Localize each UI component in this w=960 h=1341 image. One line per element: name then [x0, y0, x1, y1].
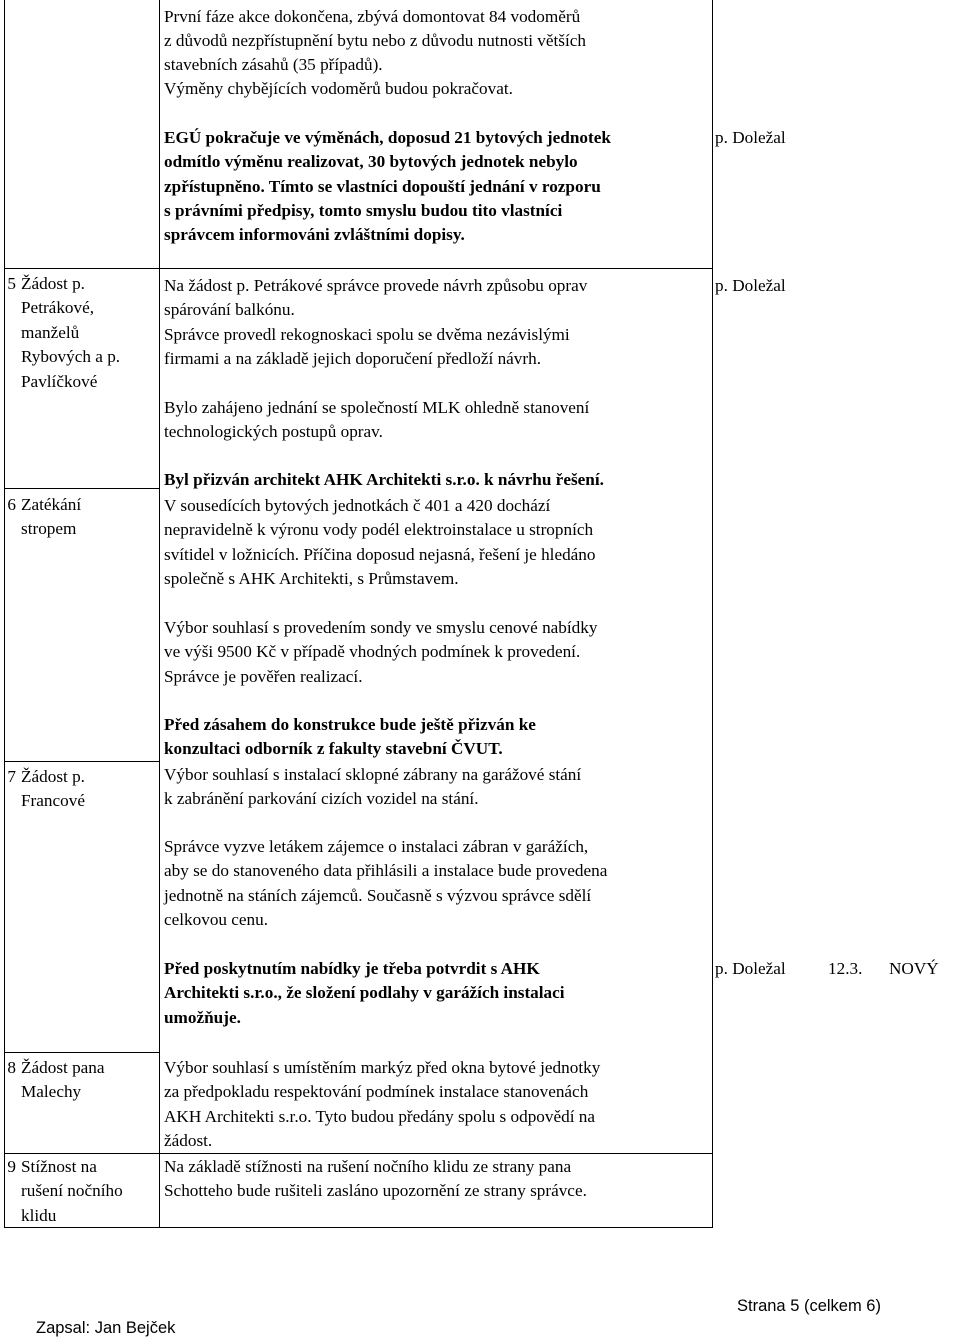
text-line: První fáze akce dokončena, zbývá domontovat 84 vodoměrů	[164, 7, 581, 26]
page-number: Strana 5 (celkem 6)	[737, 1297, 881, 1315]
text-line: stropem	[21, 519, 77, 539]
text-line: klidu	[21, 1205, 57, 1225]
text-line: Správce provedl rekognoskaci spolu se dvěma nezávislými	[164, 324, 570, 344]
text-line: EGÚ pokračuje ve výměnách, doposud 21 bytových jednotek	[164, 128, 611, 147]
row-divider-7	[4, 1052, 159, 1053]
text-line: Na žádost p. Petrákové správce provede návrh způsobu oprav	[164, 276, 588, 295]
row5-number: 5	[7, 274, 16, 293]
text-line: firmami a na základě jejich doporučení předloží návrh.	[164, 349, 542, 369]
row7-desc-bold	[164, 957, 712, 1030]
text-line: Výbor souhlasí s umístěním markýz před okna bytové jednotky	[164, 1058, 601, 1077]
text-line: Výbor souhlasí s instalací sklopné zábrany na garážové stání	[164, 765, 582, 784]
text-line: společně s AHK Architekti, s Průmstavem.	[164, 569, 459, 589]
row6-number: 6	[7, 495, 16, 514]
text-line: Francové	[21, 791, 85, 811]
text-line: konzultaci odborník z fakulty stavební ČVUT.	[164, 739, 503, 759]
text-line: Žádost p.	[21, 274, 85, 293]
text-line: technologických postupů oprav.	[164, 422, 383, 442]
row6-desc-p2	[164, 616, 712, 689]
text-line: Petrákové,	[21, 298, 95, 318]
text-line: celkovou cenu.	[164, 910, 269, 930]
text-line: AKH Architekti s.r.o. Tyto budou předány spolu s odpovědí na	[164, 1106, 595, 1126]
text-line: Před poskytnutím nabídky je třeba potvrdit s AHK	[164, 959, 540, 978]
text-line: Stížnost na	[21, 1157, 97, 1176]
text-line: Žádost pana	[21, 1058, 105, 1077]
row8-desc	[164, 1056, 712, 1154]
text-line: Rybových a p.	[21, 347, 121, 367]
row-divider-5	[4, 488, 159, 489]
text-line: z důvodů nezpřístupnění bytu nebo z důvodu nutnosti větších	[164, 31, 586, 50]
text-line: jednotně na stáních zájemců. Současně s výzvou správce sdělí	[164, 885, 592, 905]
text-line: Žádost p.	[21, 767, 85, 786]
text-line: odmítlo výměnu realizovat, 30 bytových jednotek nebylo	[164, 152, 578, 172]
text-line: Malechy	[21, 1082, 82, 1102]
row0-desc-p1	[164, 5, 712, 101]
text-line: Schotteho bude rušiteli zasláno upozornění ze strany správce.	[164, 1181, 587, 1201]
text-line: Pavlíčkové	[21, 371, 98, 391]
text-line: Architekti s.r.o., že složení podlahy v garážích instalaci	[164, 983, 565, 1003]
text-line: Zatékání	[21, 495, 82, 514]
text-line: Bylo zahájeno jednání se společností MLK ohledně stanovení	[164, 398, 590, 417]
row7-desc-p1	[164, 763, 712, 812]
text-line: správcem informováni zvláštními dopisy.	[164, 225, 465, 245]
row0-responsible: p. Doležal	[715, 128, 786, 147]
text-line: nepravidelně k výronu vody podél elektroinstalace u stropních	[164, 520, 594, 540]
text-line: Správce je pověřen realizací.	[164, 666, 363, 686]
text-line: zpřístupněno. Tímto se vlastníci dopouští jednání v rozporu	[164, 176, 601, 196]
text-line: Správce vyzve letákem zájemce o instalaci zábran v garážích,	[164, 837, 589, 856]
row5-title	[21, 272, 157, 394]
row9-desc	[164, 1155, 712, 1204]
row7-title	[21, 765, 157, 814]
row8-title	[21, 1056, 157, 1105]
text-line: rušení nočního	[21, 1181, 123, 1201]
text-line: Na základě stížnosti na rušení nočního klidu ze strany pana	[164, 1157, 572, 1176]
text-line: k zabránění parkování cizích vozidel na stání.	[164, 789, 479, 809]
table-col-divider-1	[159, 0, 160, 1228]
text-line: Výbor souhlasí s provedením sondy ve smyslu cenové nabídky	[164, 618, 598, 637]
row0-desc	[164, 5, 712, 101]
text-line: spárování balkónu.	[164, 300, 295, 320]
text-line: aby se do stanoveného data přihlásili a instalace bude provedena	[164, 861, 608, 881]
row9-number: 9	[7, 1157, 16, 1176]
text-line: Před zásahem do konstrukce bude ještě přizván ke	[164, 715, 536, 734]
row6-title	[21, 493, 157, 542]
row7-desc-p2	[164, 835, 712, 933]
row-divider-8	[4, 1153, 159, 1154]
row5-desc-bold: Byl přizván architekt AHK Architekti s.r.o. k návrhu řešení.	[164, 470, 604, 489]
row-divider-0	[4, 268, 713, 269]
table-left-border	[4, 0, 5, 1228]
text-line: umožňuje.	[164, 1007, 241, 1027]
text-line: V sousedících bytových jednotkách č 401 a 420 dochází	[164, 496, 551, 515]
row6-desc-p1	[164, 494, 712, 592]
row5-responsible: p. Doležal	[715, 276, 786, 295]
row7-number: 7	[7, 767, 16, 786]
row7-date: 12.3.	[828, 959, 863, 978]
row7-responsible: p. Doležal	[715, 959, 786, 978]
text-line: žádost.	[164, 1131, 213, 1151]
text-line: Výměny chybějících vodoměrů budou pokračovat.	[164, 79, 513, 98]
text-line: stavebních zásahů (35 případů).	[164, 55, 383, 74]
row6-desc-bold	[164, 713, 712, 762]
text-line: svítidel v ložnicích. Příčina doposud nejasná, řešení je hledáno	[164, 544, 596, 564]
text-line: s právními předpisy, tomto smyslu budou tito vlastníci	[164, 200, 563, 220]
row0-desc-bold	[164, 126, 724, 247]
row-divider-6	[4, 761, 159, 762]
text-line: manželů	[21, 322, 80, 342]
text-line: za předpokladu respektování podmínek instalace stanovenách	[164, 1082, 589, 1102]
row8-number: 8	[7, 1058, 16, 1077]
row9-title	[21, 1155, 157, 1228]
recorded-by: Zapsal: Jan Bejček	[36, 1319, 176, 1337]
row5-desc-p1	[164, 274, 712, 372]
row5-desc-p2	[164, 396, 712, 445]
row7-status: NOVÝ	[889, 959, 939, 978]
text-line: ve výši 9500 Kč v případě vhodných podmínek k provedení.	[164, 642, 581, 662]
